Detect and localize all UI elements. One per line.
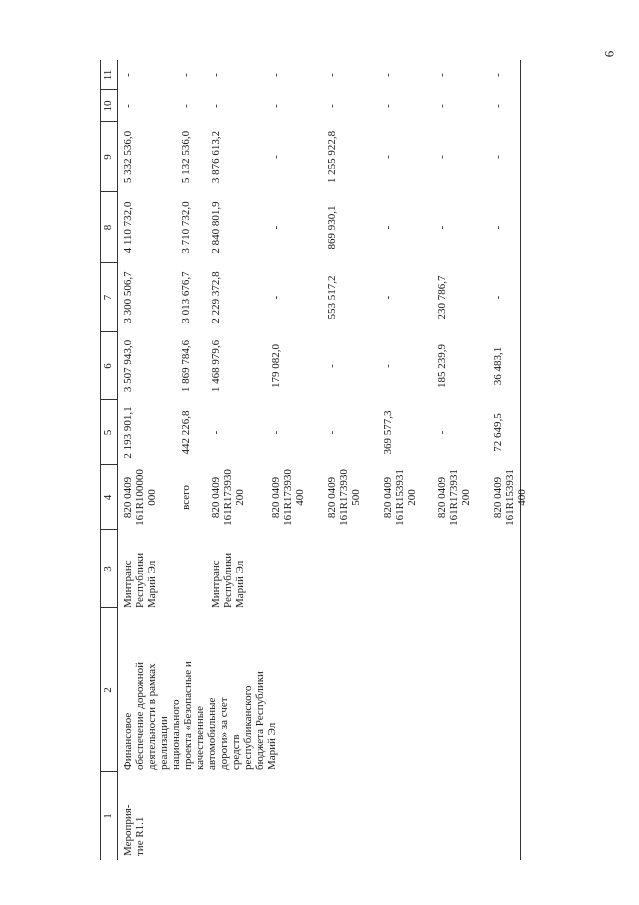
table-cell-c7: -: [382, 295, 394, 300]
table-cell-c7: 3 013 676,7: [180, 271, 192, 324]
table-bottom-border: [520, 60, 521, 860]
table-cell-c10: -: [326, 104, 338, 108]
table-cell-c8: 869 930,1: [326, 205, 338, 250]
table-cell-c5: 2 193 901,1: [122, 406, 134, 459]
table-cell-c8: -: [382, 225, 394, 230]
table-cell-c9: -: [270, 155, 282, 159]
table-cell-c11: -: [270, 73, 282, 77]
column-divider: [101, 464, 117, 465]
table-cell-c11: -: [180, 73, 192, 77]
table-cell-c6: 179 082,0: [270, 344, 282, 388]
column-header-6: 6: [102, 363, 114, 369]
data-table: [100, 60, 528, 860]
table-cell-c11: -: [492, 73, 504, 77]
table-cell-c10: -: [382, 104, 394, 108]
table-cell-c11: -: [326, 73, 338, 77]
table-cell-c7: 3 300 506,7: [122, 271, 134, 324]
table-cell-c9: 1 255 922,8: [326, 130, 338, 184]
table-cell-c8: 3 710 732,0: [180, 201, 192, 254]
column-divider: [101, 191, 117, 192]
column-header-9: 9: [102, 154, 114, 160]
column-header-4: 4: [102, 494, 114, 501]
table-cell-c9: 5 332 536,0: [122, 130, 134, 184]
table-cell-c8: -: [270, 225, 282, 230]
event-description: Финансовое обеспечение дорожной деятельности в рамках реализации национального проекта «Безопасные и качественные автомобильные дороги» за счет средств республиканского бюджета Республики Марий Эл: [122, 661, 278, 770]
column-header-3: 3: [102, 566, 114, 572]
column-divider: [101, 529, 117, 530]
table-cell-c6: 1 468 979,6: [210, 339, 222, 393]
column-header-10: 10: [102, 100, 114, 112]
column-divider: [101, 89, 117, 90]
table-cell-code: 820 0409 161R173930 200: [210, 469, 246, 526]
table-cell-c5: -: [210, 430, 222, 435]
table-cell-c5: 369 577,3: [382, 410, 394, 455]
table-cell-c7: -: [270, 295, 282, 300]
table-cell-c10: -: [492, 104, 504, 108]
column-header-11: 11: [102, 69, 114, 81]
table-cell-c7: -: [492, 295, 504, 300]
event-id: Мероприя- тие R1.1: [122, 804, 146, 856]
table-cell-c10: -: [180, 104, 192, 108]
column-header-5: 5: [102, 429, 114, 436]
table-cell-c10: -: [210, 104, 222, 108]
table-cell-code: 820 0409 161R153931 400: [492, 469, 528, 526]
table-cell-c9: -: [382, 155, 394, 159]
table-cell-code: 820 0409 161R153931 200: [382, 469, 418, 526]
column-divider: [101, 399, 117, 400]
table-cell-c11: -: [210, 73, 222, 77]
page-number: 6: [601, 50, 617, 58]
table-cell-c6: -: [382, 364, 394, 368]
column-divider: [101, 262, 117, 263]
table-cell-c9: 5 132 536,0: [180, 130, 192, 184]
column-divider: [101, 607, 117, 608]
table-cell-c10: -: [270, 104, 282, 108]
table-cell-code: 820 0409 161R100000 000: [122, 469, 158, 526]
table-cell-code: 820 0409 161R173930 400: [270, 469, 306, 526]
column-header-1: 1: [102, 813, 114, 819]
table-cell-c8: -: [492, 225, 504, 230]
column-header-2: 2: [102, 687, 114, 693]
table-cell-c11: -: [436, 73, 448, 77]
table-cell-c10: -: [122, 104, 134, 108]
table-cell-c5: -: [436, 430, 448, 435]
table-cell-c6: 36 483,1: [492, 346, 504, 386]
table-cell-c7: 2 229 372,8: [210, 271, 222, 324]
column-divider: [101, 331, 117, 332]
table-cell-c11: -: [122, 73, 134, 77]
table-cell-c6: 3 507 943,0: [122, 339, 134, 393]
table-cell-c5: 72 649,5: [492, 413, 504, 452]
table-cell-c6: 185 239,9: [436, 344, 448, 388]
column-header-7: 7: [102, 294, 114, 301]
table-cell-code: 820 0409 161R173930 500: [326, 469, 362, 526]
table-cell-c5: 442 226,8: [180, 410, 192, 455]
table-cell-exec: Минтранс Республики Марий Эл: [122, 552, 158, 608]
column-divider: [101, 771, 117, 772]
table-cell-c5: -: [326, 430, 338, 435]
table-cell-c8: 4 110 732,0: [122, 201, 134, 254]
table-cell-c8: -: [436, 225, 448, 230]
table-cell-c9: -: [492, 155, 504, 159]
column-divider: [101, 121, 117, 122]
table-cell-c9: -: [436, 155, 448, 159]
table-cell-c8: 2 840 801,9: [210, 201, 222, 254]
table-cell-c10: -: [436, 104, 448, 108]
table-wrapper: [100, 60, 528, 860]
table-cell-code: всего: [180, 485, 192, 510]
table-cell-c6: 1 869 784,6: [180, 339, 192, 393]
table-cell-c9: 3 876 613,2: [210, 130, 222, 184]
table-header: [100, 60, 118, 860]
table-cell-c7: 553 517,2: [326, 275, 338, 320]
table-cell-c11: -: [382, 73, 394, 77]
table-cell-c5: -: [270, 430, 282, 435]
table-cell-c6: -: [326, 364, 338, 368]
table-cell-exec: Минтранс Республики Марий Эл: [210, 552, 246, 608]
table-cell-c7: 230 786,7: [436, 275, 448, 320]
column-header-8: 8: [102, 224, 114, 231]
table-cell-code: 820 0409 161R173931 200: [436, 469, 472, 526]
